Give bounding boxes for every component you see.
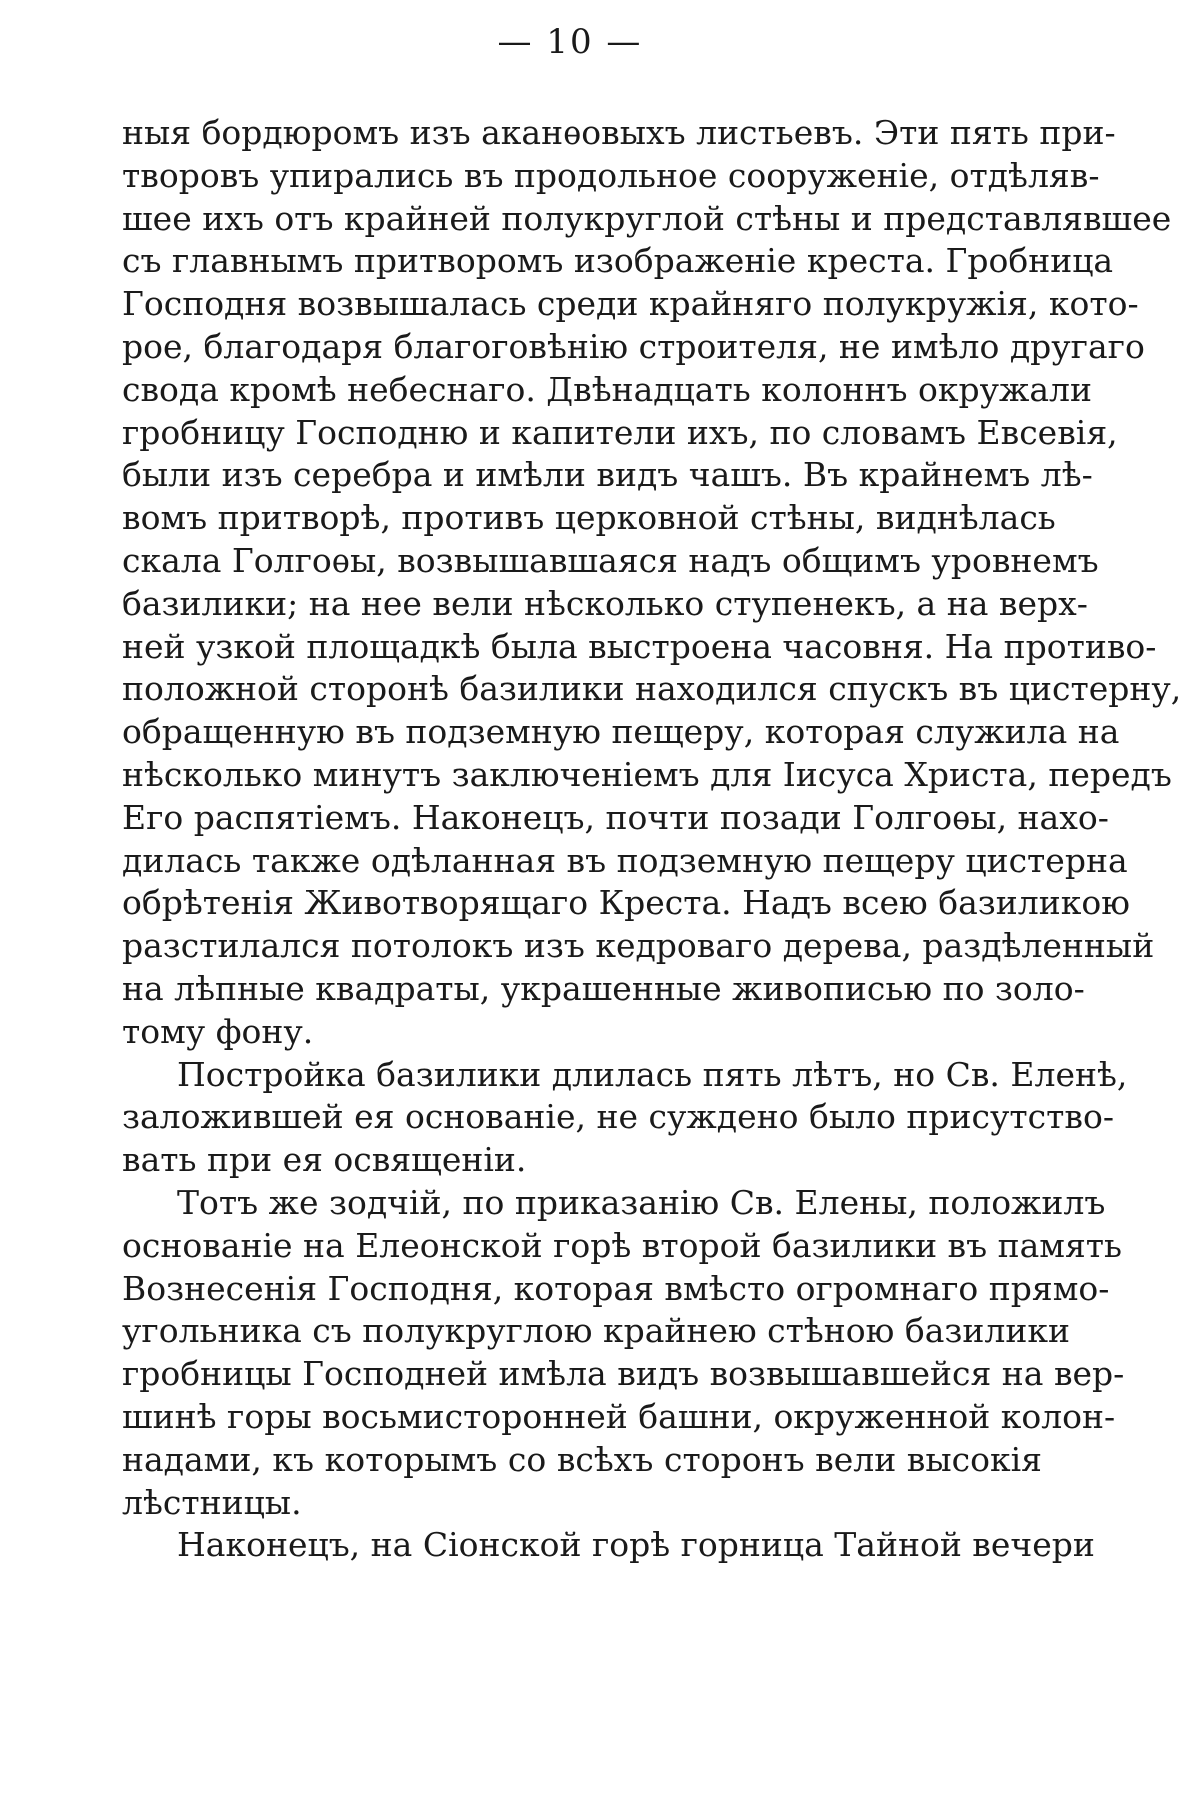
text-line: вомъ притворѣ, противъ церковной стѣны, виднѣлась [122, 498, 1056, 538]
text-line: Его распятіемъ. Наконецъ, почти позади Голгоѳы, нахо- [122, 797, 1109, 837]
text-line: съ главнымъ притворомъ изображеніе креста. Гробница [122, 241, 1114, 281]
text-line: гробницу Господню и капители ихъ, по словамъ Евсевія, [122, 412, 1118, 452]
page-body-text [122, 112, 1181, 1567]
text-line: Господня возвышалась среди крайняго полукружія, кото- [122, 284, 1139, 324]
text-line: нѣсколько минутъ заключеніемъ для Іисуса Христа, передъ [122, 754, 1172, 794]
text-line: тому фону. [122, 1011, 314, 1051]
text-line: разстилался потолокъ изъ кедроваго дерева, раздѣленный [122, 926, 1155, 966]
text-line: свода кромѣ небеснаго. Двѣнадцать колоннъ окружали [122, 369, 1093, 409]
page-number-header: — 10 — [497, 22, 643, 62]
text-line: дилась также одѣланная въ подземную пещеру цистерна [122, 840, 1128, 880]
text-line: были изъ серебра и имѣли видъ чашъ. Въ крайнемъ лѣ- [122, 455, 1093, 495]
text-line: гробницы Господней имѣла видъ возвышавшейся на вер- [122, 1354, 1125, 1394]
text-line: шее ихъ отъ крайней полукруглой стѣны и представлявшее [122, 198, 1172, 238]
text-line: базилики; на нее вели нѣсколько ступенекъ, а на верх- [122, 583, 1088, 623]
text-line: вать при ея освященіи. [122, 1140, 527, 1180]
text-line: заложившей ея основаніе, не суждено было присутство- [122, 1097, 1115, 1137]
text-line: обрѣтенія Животворящаго Креста. Надъ всею базиликою [122, 883, 1130, 923]
text-line: ныя бордюромъ изъ аканѳовыхъ листьевъ. Эти пять при- [122, 113, 1116, 152]
text-line: шинѣ горы восьмисторонней башни, окруженной колон- [122, 1396, 1116, 1436]
text-line: основаніе на Елеонской горѣ второй базилики въ память [122, 1225, 1122, 1265]
text-line: Вознесенія Господня, которая вмѣсто огромнаго прямо- [122, 1268, 1110, 1308]
text-line: лѣстницы. [122, 1482, 302, 1522]
text-line: положной сторонѣ базилики находился спускъ въ цистерну, [122, 669, 1181, 709]
text-line: творовъ упирались въ продольное сооруженіе, отдѣляв- [122, 155, 1100, 195]
text-line: ней узкой площадкѣ была выстроена часовня. На противо- [122, 626, 1157, 666]
text-line: Наконецъ, на Сіонской горѣ горница Тайной вечери [177, 1525, 1095, 1565]
text-line: обращенную въ подземную пещеру, которая служила на [122, 712, 1120, 752]
text-line: Тотъ же зодчій, по приказанію Св. Елены, положилъ [177, 1182, 1106, 1222]
text-line: Постройка базилики длилась пять лѣтъ, но Св. Еленѣ, [177, 1054, 1128, 1094]
text-line: рое, благодаря благоговѣнію строителя, не имѣло другаго [122, 326, 1145, 366]
text-line: угольника съ полукруглою крайнею стѣною базилики [122, 1311, 1070, 1351]
text-line: скала Голгоѳы, возвышавшаяся надъ общимъ уровнемъ [122, 540, 1099, 580]
text-line: на лѣпные квадраты, украшенные живописью по золо- [122, 968, 1085, 1008]
text-line: надами, къ которымъ со всѣхъ сторонъ вели высокія [122, 1439, 1042, 1479]
